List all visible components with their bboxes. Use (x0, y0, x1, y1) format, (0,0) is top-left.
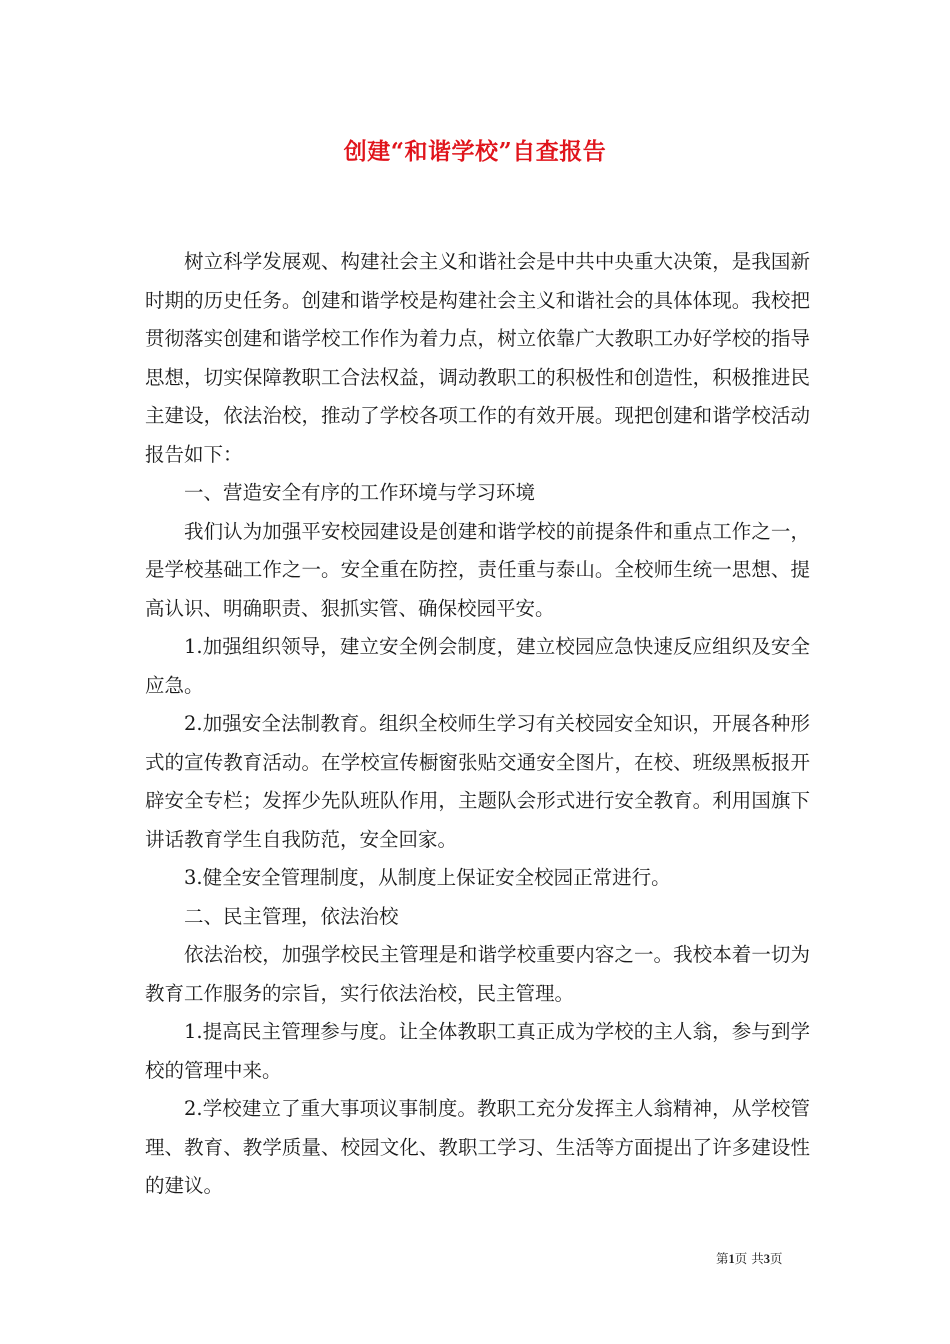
footer-suffix: 页 (770, 1251, 783, 1266)
paragraph-intro: 树立科学发展观、构建社会主义和谐社会是中共中央重大决策，是我国新时期的历史任务。创建和谐学校是构建社会主义和谐社会的具体体现。我校把贯彻落实创建和谐学校工作作为着力点，树立依靠广大教职工办好学校的指导思想，切实保障教职工合法权益，调动教职工的积极性和创造性，积极推进民主建设，依法治校，推动了学校各项工作的有效开展。现把创建和谐学校活动报告如下： (145, 250, 810, 466)
list-item-democracy-2: 2.学校建立了重大事项议事制度。教职工充分发挥主人翁精神，从学校管理、教育、教学质量、校园文化、教职工学习、生活等方面提出了许多建设性的建议。 (145, 1097, 810, 1197)
footer-prefix: 第 (716, 1251, 729, 1266)
document-body (145, 243, 810, 1206)
section-heading-1: 一、营造安全有序的工作环境与学习环境 (184, 481, 536, 504)
document-title: 创建“和谐学校”自查报告 (343, 138, 607, 165)
list-item-safety-3: 3.健全安全管理制度，从制度上保证安全校园正常进行。 (184, 866, 671, 889)
total-page-count: 3 (763, 1252, 770, 1266)
list-item-safety-2: 2.加强安全法制教育。组织全校师生学习有关校园安全知识，开展各种形式的宣传教育活动。在学校宣传橱窗张贴交通安全图片，在校、班级黑板报开辟安全专栏；发挥少先队班队作用，主题队会形式进行安全教育。利用国旗下讲话教育学生自我防范，安全回家。 (145, 712, 810, 851)
footer-middle: 页 共 (734, 1251, 764, 1266)
list-item-democracy-1: 1.提高民主管理参与度。让全体教职工真正成为学校的主人翁，参与到学校的管理中来。 (145, 1020, 810, 1082)
page-number-footer (716, 1249, 836, 1267)
paragraph-safety-overview: 我们认为加强平安校园建设是创建和谐学校的前提条件和重点工作之一，是学校基础工作之一。安全重在防控，责任重与泰山。全校师生统一思想、提高认识、明确职责、狠抓实管、确保校园平安。 (145, 519, 810, 620)
list-item-safety-1: 1.加强组织领导，建立安全例会制度，建立校园应急快速反应组织及安全应急。 (145, 635, 810, 697)
paragraph-democracy-overview: 依法治校，加强学校民主管理是和谐学校重要内容之一。我校本着一切为教育工作服务的宗旨，实行依法治校，民主管理。 (145, 943, 810, 1005)
current-page-number: 1 (728, 1252, 735, 1266)
section-heading-2: 二、民主管理，依法治校 (184, 904, 399, 928)
